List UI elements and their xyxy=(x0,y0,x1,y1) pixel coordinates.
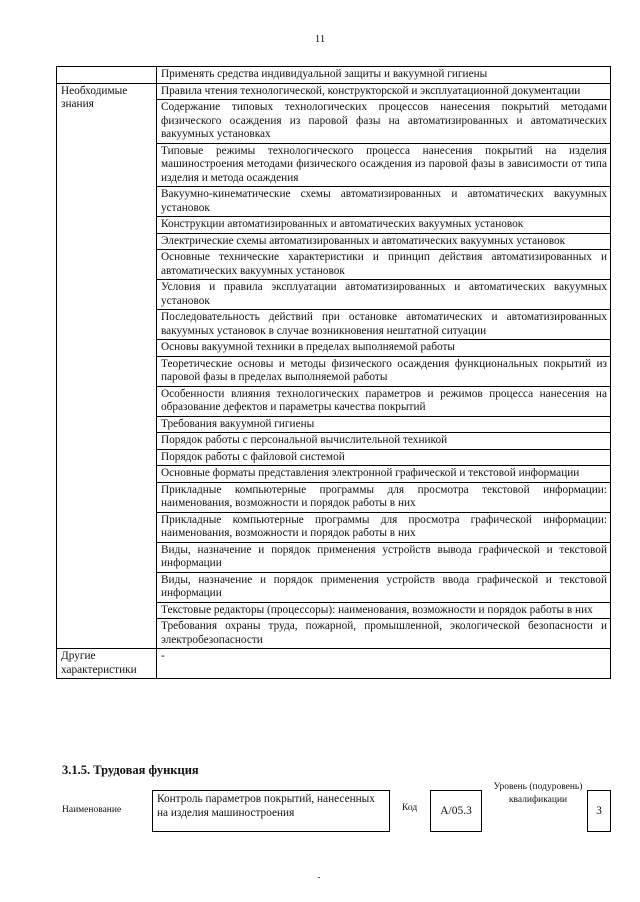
knowledge-item: Основные технические характеристики и принцип действия автоматизированных и автоматических вакуумных установок xyxy=(157,250,611,280)
knowledge-label: Необходимые знания xyxy=(57,83,157,649)
skill-item: Применять средства индивидуальной защиты и вакуумной гигиены xyxy=(157,67,611,84)
knowledge-item: Содержание типовых технологических процессов нанесения покрытий методами физического осаждения из паровой фазы на автоматизированных и автоматических вакуумных установках xyxy=(157,100,611,144)
labor-function-heading: 3.1.5. Трудовая функция xyxy=(62,763,199,777)
page-number: 11 xyxy=(314,33,326,45)
knowledge-item: Последовательность действий при остановке автоматических и автоматизированных вакуумных установок в случае возникновения нештатной ситуации xyxy=(157,310,611,340)
table-row xyxy=(57,67,611,84)
level-label: Уровень (подуровень) квалификации xyxy=(493,782,583,805)
knowledge-item: Порядок работы с персональной вычислительной техникой xyxy=(157,433,611,450)
knowledge-item: Текстовые редакторы (процессоры): наименования, возможности и порядок работы в них xyxy=(157,602,611,619)
knowledge-item: Основные форматы представления электронной графической и текстовой информации xyxy=(157,466,611,483)
table-row xyxy=(57,83,611,100)
table-row xyxy=(57,649,611,679)
knowledge-item: Требования охраны труда, пожарной, промышленной, экологической безопасности и электробезопасности xyxy=(157,619,611,649)
knowledge-item: Правила чтения технологической, конструкторской и эксплуатационной документации xyxy=(157,83,611,100)
name-value-box: Контроль параметров покрытий, нанесенных на изделия машиностроения xyxy=(152,790,390,832)
code-label: Код xyxy=(402,803,418,813)
knowledge-item: Электрические схемы автоматизированных и автоматических вакуумных установок xyxy=(157,233,611,250)
other-characteristics-label: Другие характеристики xyxy=(57,649,157,679)
other-characteristics-value: - xyxy=(157,649,611,679)
knowledge-item: Виды, назначение и порядок применения устройств ввода графической и текстовой информации xyxy=(157,572,611,602)
knowledge-item: Особенности влияния технологических параметров и режимов процесса нанесения на образование дефектов и параметры качества покрытий xyxy=(157,386,611,416)
knowledge-item: Типовые режимы технологического процесса нанесения покрытий на изделия машиностроения методами физического осаждения из паровой фазы в зависимости от типа изделия и метода осаждения xyxy=(157,143,611,187)
knowledge-item: Конструкции автоматизированных и автоматических вакуумных установок xyxy=(157,217,611,234)
knowledge-item: Теоретические основы и методы физического осаждения функциональных покрытий из паровой фазы в пределах выполняемой работы xyxy=(157,356,611,386)
knowledge-item: Прикладные компьютерные программы для просмотра текстовой информации: наименования, возможности и порядок работы в них xyxy=(157,482,611,512)
name-label: Наименование xyxy=(62,805,122,815)
empty-label-cell xyxy=(57,67,157,84)
knowledge-item: Прикладные компьютерные программы для просмотра графической информации: наименования, возможности и порядок работы в них xyxy=(157,512,611,542)
level-value-box: 3 xyxy=(587,790,611,832)
knowledge-item: Вакуумно-кинематические схемы автоматизированных и автоматических вакуумных установок xyxy=(157,187,611,217)
knowledge-item: Основы вакуумной техники в пределах выполняемой работы xyxy=(157,340,611,357)
code-value-box: A/05.3 xyxy=(430,790,482,832)
knowledge-item: Виды, назначение и порядок применения устройств вывода графической и текстовой информации xyxy=(157,542,611,572)
knowledge-table xyxy=(56,66,611,679)
knowledge-item: Порядок работы с файловой системой xyxy=(157,449,611,466)
page-dot xyxy=(318,877,320,878)
knowledge-item: Условия и правила эксплуатации автоматизированных и автоматических вакуумных установок xyxy=(157,280,611,310)
knowledge-item: Требования вакуумной гигиены xyxy=(157,416,611,433)
